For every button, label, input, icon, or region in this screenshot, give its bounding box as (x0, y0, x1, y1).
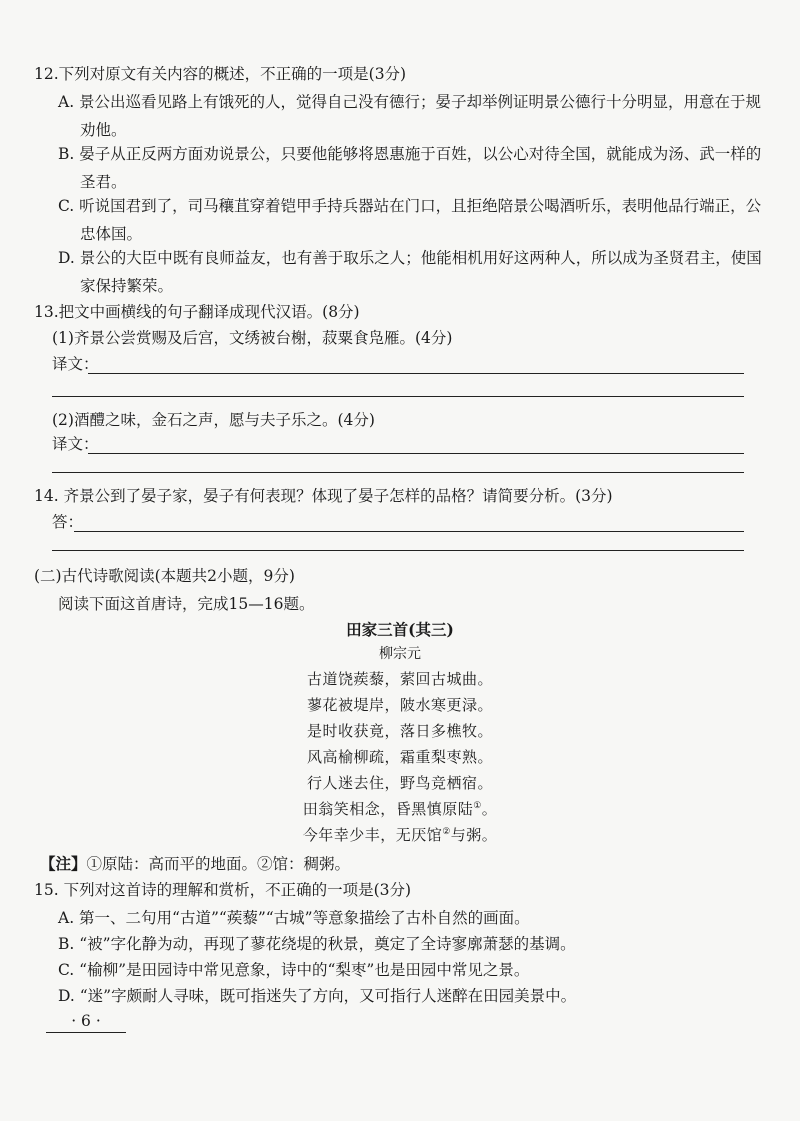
q12-option-a-line2: 劝他。 (80, 121, 127, 139)
q12-option-c-line2: 忠体国。 (80, 225, 143, 243)
q14-answer-line-2[interactable] (52, 550, 744, 551)
q13-answer-2[interactable] (52, 432, 744, 456)
q13-answer-1-line-2[interactable] (52, 396, 744, 397)
q15-option-d: D. “迷”字颇耐人寻味，既可指迷失了方向，又可指行人迷醉在田园美景中。 (58, 987, 577, 1005)
footnote-marker-1: ① (473, 801, 482, 811)
q15-option-b: B. “被”字化静为动，再现了蓼花绕堤的秋景，奠定了全诗寥廓萧瑟的基调。 (58, 935, 576, 953)
poem-line-2: 蓼花被堤岸，陂水寒更渌。 (306, 696, 493, 714)
q14-answer[interactable] (52, 510, 744, 534)
q12-stem: 12.下列对原文有关内容的概述，不正确的一项是(3分) (34, 65, 407, 83)
poem-note (40, 852, 780, 876)
q15-option-a: A. 第一、二句用“古道”“蒺藜”“古城”等意象描绘了古朴自然的画面。 (58, 909, 530, 927)
q12-option-b-line2: 圣君。 (80, 173, 127, 191)
poem-line-7-text-b: 与粥。 (450, 826, 498, 844)
poem-line-4: 风高榆柳疏，霜重梨枣熟。 (306, 748, 493, 766)
section2-intro: 阅读下面这首唐诗，完成15—16题。 (58, 595, 315, 613)
q14-answer-label: 答： (52, 513, 84, 531)
note-text: ①原陆：高而平的地面。②馆：稠粥。 (86, 855, 351, 873)
q12-option-c-line1: C. 听说国君到了，司马穰苴穿着铠甲手持兵器站在门口，且拒绝陪景公喝酒听乐，表明他品行端正，公 (58, 197, 762, 215)
q13-answer-1-line[interactable] (88, 373, 744, 374)
note-tag: 【注】 (40, 854, 87, 873)
q14-stem: 14. 齐景公到了晏子家，晏子有何表现？体现了晏子怎样的品格？请简要分析。(3分) (34, 487, 613, 505)
page-number: · 6 · (46, 1010, 126, 1033)
q12-option-a (58, 88, 770, 144)
q13-answer-2-line[interactable] (88, 453, 744, 454)
section2-heading: (二)古代诗歌阅读(本题共2小题，9分) (34, 567, 295, 585)
q13-sentence-1: (1)齐景公尝赏赐及后宫，文绣被台榭，菽粟食凫雁。(4分) (52, 329, 453, 347)
poem-line-1: 古道饶蒺藜，萦回古城曲。 (306, 670, 493, 688)
q12-option-b-line1: B. 晏子从正反两方面劝说景公，只要他能够将恩惠施于百姓，以公心对待全国，就能成为汤、武一样的 (58, 145, 762, 163)
poem-line-7 (0, 824, 800, 845)
poem-line-6-end: 。 (481, 800, 498, 818)
poem-line-6 (0, 798, 800, 819)
q13-answer-1-label: 译文： (52, 355, 99, 373)
q15-stem: 15. 下列对这首诗的理解和赏析，不正确的一项是(3分) (34, 881, 412, 899)
q12-option-d-line1: D. 景公的大臣中既有良师益友，也有善于取乐之人；他能相机用好这两种人，所以成为圣贤君主，使国 (58, 249, 762, 267)
poem-line-5: 行人迷去住，野鸟竞栖宿。 (306, 774, 493, 792)
q13-answer-1[interactable] (52, 352, 744, 376)
q12-option-d (58, 244, 770, 300)
poem-line-3: 是时收获竟，落日多樵牧。 (306, 722, 493, 740)
poem-line-7-text-a: 今年幸少丰，无厌馆 (302, 826, 443, 844)
q14-answer-line[interactable] (74, 531, 744, 532)
poem-author: 柳宗元 (379, 646, 421, 662)
q12-option-d-line2: 家保持繁荣。 (80, 277, 174, 295)
q12-option-a-line1: A. 景公出巡看见路上有饿死的人，觉得自己没有德行；晏子却举例证明景公德行十分明显，用意在于规 (58, 93, 762, 111)
poem-title: 田家三首(其三) (346, 620, 454, 639)
q13-answer-2-line-2[interactable] (52, 472, 744, 473)
q13-stem: 13.把文中画横线的句子翻译成现代汉语。(8分) (34, 303, 360, 321)
q15-option-c: C. “榆柳”是田园诗中常见意象，诗中的“梨枣”也是田园中常见之景。 (58, 961, 530, 979)
q13-sentence-2: (2)酒醴之味，金石之声，愿与夫子乐之。(4分) (52, 411, 375, 429)
q12-option-c (58, 192, 770, 248)
poem-line-6-text: 田翁笑相念，昏黑慎原陆 (302, 800, 474, 818)
q12-option-b (58, 140, 770, 196)
q13-answer-2-label: 译文： (52, 435, 99, 453)
footnote-marker-2: ② (442, 827, 451, 837)
